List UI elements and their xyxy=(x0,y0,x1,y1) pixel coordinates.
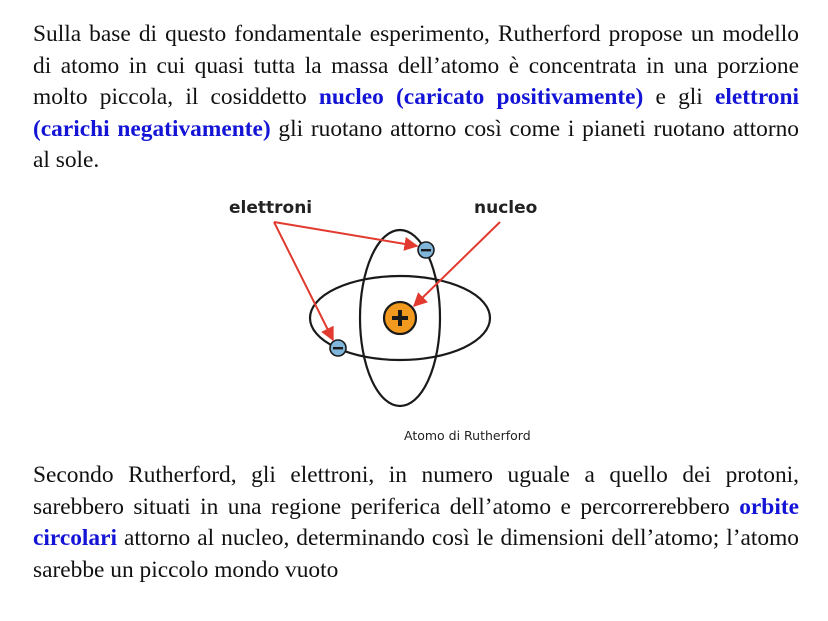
intro-text-2: e gli xyxy=(643,84,715,110)
vertical-orbit xyxy=(360,230,440,406)
arrow-electrons-to-bottom xyxy=(274,222,333,340)
nucleus xyxy=(384,302,416,334)
nucleus-highlight: nucleo (caricato positivamente) xyxy=(318,84,644,110)
electrons-highlight: elettroni (carichi negativamente) xyxy=(33,84,799,142)
conclusion-text-1: Secondo Rutherford, gli elettroni, in numero uguale a quello dei protoni, sarebbero situati in una regione periferica dell’atomo e percorrerebbero xyxy=(33,462,799,520)
horizontal-orbit xyxy=(310,276,490,360)
intro-text-1: Sulla base di questo fondamentale esperimento, Rutherford propose un modello di atomo in cui quasi tutta la massa dell’atomo è concentrata in una porzione molto piccola, il cosiddetto xyxy=(33,21,799,110)
orbits-highlight: orbite circolari xyxy=(33,493,799,551)
arrow-electrons-to-top xyxy=(274,222,417,246)
intro-paragraph xyxy=(33,19,799,177)
intro-text-3: gli ruotano attorno così come i pianeti ruotano attorno al sole. xyxy=(33,115,800,173)
electron-top xyxy=(418,242,434,258)
conclusion-text-2: attorno al nucleo, determinando così le dimensioni dell’atomo; l’atomo sarebbe un piccolo mondo vuoto xyxy=(33,525,799,583)
conclusion-paragraph xyxy=(33,460,799,586)
nucleus-label: nucleo xyxy=(474,198,538,218)
electron-bottom xyxy=(330,340,346,356)
electrons-label: elettroni xyxy=(229,198,313,218)
figure-caption: Atomo di Rutherford xyxy=(404,428,531,443)
arrow-nucleus xyxy=(414,222,500,306)
